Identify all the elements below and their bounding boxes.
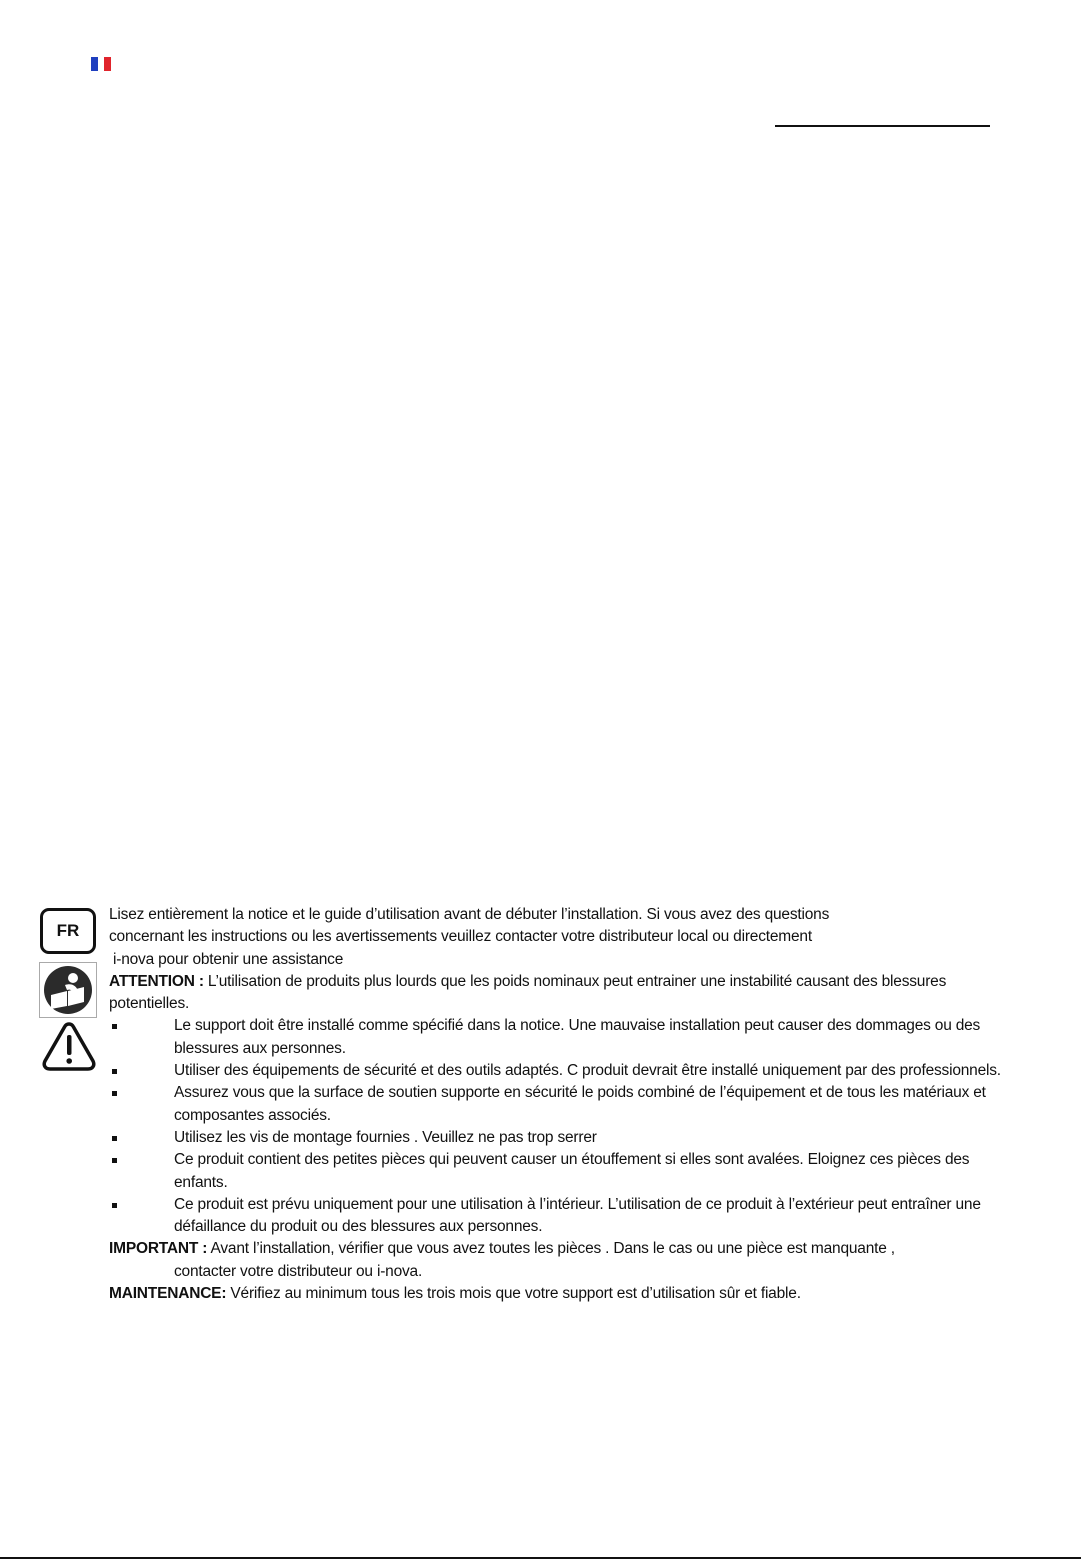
read-manual-icon: [39, 962, 97, 1018]
attention-paragraph: [109, 971, 1009, 1016]
maintenance-label: MAINTENANCE:: [109, 1285, 227, 1303]
intro-line: concernant les instructions ou les avertissements veuillez contacter votre distributeur local ou directement: [109, 928, 812, 946]
safety-notice: [109, 904, 1009, 1305]
important-label: IMPORTANT :: [109, 1240, 208, 1258]
icon-column: [38, 908, 102, 1072]
important-paragraph: [109, 1238, 1009, 1260]
important-continuation: contacter votre distributeur ou i-nova.: [174, 1262, 423, 1280]
list-item: Ce produit est prévu uniquement pour une utilisation à l’intérieur. L’utilisation de ce produit à l’extérieur peut entraîner une défaillance du produit ou des blessures aux personnes.: [109, 1194, 1009, 1239]
warning-triangle-icon: [40, 1020, 98, 1072]
list-item: Ce produit contient des petites pièces qui peuvent causer un étouffement si elles sont avalées. Eloignez ces pièces des enfants.: [109, 1149, 1009, 1194]
maintenance-paragraph: [109, 1283, 1009, 1305]
intro-line: i-nova pour obtenir une assistance: [113, 950, 344, 968]
intro-line: Lisez entièrement la notice et le guide d’utilisation avant de débuter l’installation. Si vous avez des questions: [109, 906, 830, 923]
safety-bullet-list: [109, 1015, 1009, 1238]
attention-text: L’utilisation de produits plus lourds que les poids nominaux peut entrainer une instabilité causant des blessures potentielles.: [109, 972, 947, 1013]
language-badge: FR: [40, 908, 96, 954]
list-item: Utiliser des équipements de sécurité et des outils adaptés. C produit devrait être installé uniquement par des professionnels.: [109, 1060, 1009, 1082]
france-flag-icon: [91, 57, 111, 71]
important-text: Avant l’installation, vérifier que vous avez toutes les pièces . Dans le cas ou une pièce est manquante ,: [207, 1240, 895, 1258]
header-rule: [775, 125, 990, 127]
list-item: Le support doit être installé comme spécifié dans la notice. Une mauvaise installation peut causer des dommages ou des blessures aux personnes.: [109, 1015, 1009, 1060]
list-item: Utilisez les vis de montage fournies . Veuillez ne pas trop serrer: [109, 1127, 1009, 1149]
maintenance-text: Vérifiez au minimum tous les trois mois que votre support est d’utilisation sûr et fiable.: [226, 1285, 801, 1303]
footer-rule: [0, 1557, 1081, 1559]
list-item: Assurez vous que la surface de soutien supporte en sécurité le poids combiné de l’équipement et de tous les matériaux et composantes associés.: [109, 1082, 1009, 1127]
attention-label: ATTENTION :: [109, 972, 204, 990]
